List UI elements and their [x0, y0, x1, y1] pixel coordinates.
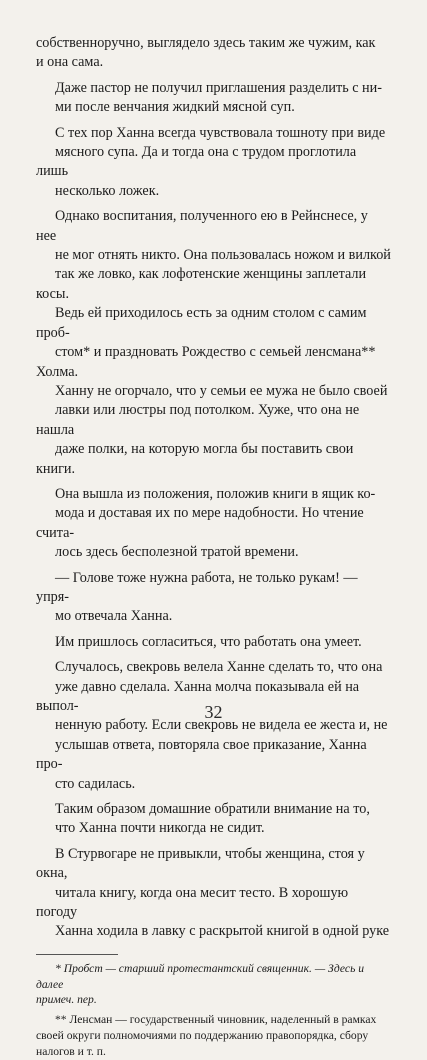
text-line: Ханна ходила в лавку с раскрытой книгой в одной руке: [55, 923, 390, 940]
text-line: Даже пастор не получил приглашения разделить с ни-: [55, 79, 382, 96]
text-line: мясного супа. Да и тогда она с трудом проглотила лишь: [36, 144, 357, 180]
text-line: ми после венчания жидкий мясной суп.: [55, 99, 295, 116]
text-line: даже полки, на которую могла бы поставить свои книги.: [36, 441, 354, 477]
text-line: Таким образом домашние обратили внимание на то,: [55, 801, 370, 818]
paragraph: [36, 124, 391, 202]
body-text: [36, 34, 391, 942]
footnote-divider: [36, 954, 118, 955]
text-line: несколько ложек.: [55, 182, 160, 199]
footnote-line: примеч. пер.: [36, 993, 97, 1007]
page-number: 32: [204, 702, 223, 722]
text-line: мода и доставая их по мере надобности. Но чтение счита-: [36, 505, 364, 541]
text-line: ненную работу. Если свекровь не видела ее жеста и, не: [55, 717, 388, 734]
text-line: Она вышла из положения, положив книги в ящик ко-: [55, 485, 376, 502]
paragraph: [36, 845, 391, 942]
paragraph: [36, 207, 391, 382]
paragraph: [36, 485, 391, 563]
text-line: Случалось, свекровь велела Ханне сделать то, что она: [55, 659, 383, 676]
text-line: В Стурвогаре не привыкли, чтобы женщина, стоя у окна,: [36, 845, 365, 882]
text-line: Однако воспитания, полученного ею в Рейнснесе, у нее: [36, 208, 368, 244]
paragraph: [36, 633, 391, 652]
text-line: С тех пор Ханна всегда чувствовала тошноту при виде: [55, 124, 386, 141]
text-line: лось здесь бесполезной тратой времени.: [55, 544, 299, 561]
text-line: услышав ответа, повторяла свое приказание, Ханна про-: [36, 736, 367, 773]
text-line: не мог отнять никто. Она пользовалась ножом и вилкой: [55, 247, 391, 264]
text-line: Ханну не огорчало, что у семьи ее мужа не было своей: [55, 382, 388, 399]
paragraph: [36, 569, 391, 627]
text-line: мо отвечала Ханна.: [55, 608, 173, 625]
text-line: уже давно сделала. Ханна молча показывала ей на выпол-: [36, 678, 360, 714]
text-line: лавки или люстры под потолком. Хуже, что она не нашла: [36, 402, 360, 438]
text-line: — Голове тоже нужна работа, не только рукам! — упря-: [36, 569, 358, 605]
footnote-line: * Пробст — старший протестантский священник. — Здесь и далее: [36, 961, 365, 991]
paragraph: [36, 800, 391, 839]
paragraph: [36, 34, 391, 73]
footnote: [36, 961, 391, 1008]
text-line: что Ханна почти никогда не сидит.: [55, 820, 265, 837]
text-line: Ведь ей приходилось есть за одним столом с самим проб-: [36, 305, 367, 341]
paragraph: [36, 382, 391, 479]
footnote-line: своей округи полномочиями по поддержанию правопорядка, сбору: [36, 1029, 369, 1043]
text-line: сто садилась.: [55, 775, 136, 792]
paragraph: [36, 79, 391, 118]
footnote-line: налогов и т. п.: [36, 1044, 106, 1058]
text-line: стом* и праздновать Рождество с семьей ленсмана** Холма.: [36, 344, 376, 380]
text-line: собственноручно, выглядело здесь таким же чужим, как: [36, 35, 376, 51]
footnote: [36, 1012, 391, 1059]
paragraph: [36, 658, 391, 794]
footnotes: [36, 961, 391, 1060]
text-line: Им пришлось согласиться, что работать она умеет.: [55, 633, 362, 650]
text-line: так же ловко, как лофотенские женщины заплетали косы.: [36, 266, 367, 302]
text-line: и она сама.: [36, 54, 104, 71]
text-line: читала книгу, когда она месит тесто. В хорошую погоду: [36, 884, 349, 921]
footnote-line: ** Ленсман — государственный чиновник, наделенный в рамках: [55, 1013, 377, 1027]
